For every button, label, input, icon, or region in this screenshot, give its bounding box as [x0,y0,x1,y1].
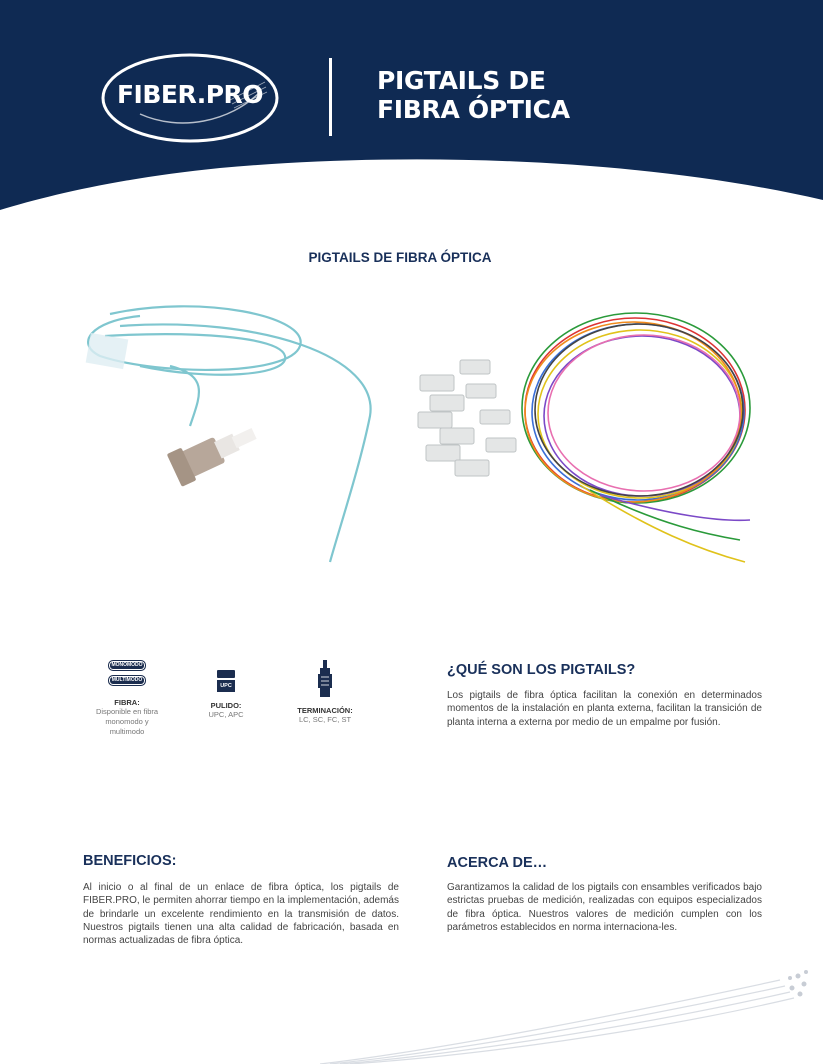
title-line-2: FIBRA ÓPTICA [377,95,570,124]
spec-fiber-value-line-2: monomodo y [105,717,149,726]
section-beneficios [83,853,399,947]
page-title [377,66,570,124]
spec-polish-label: PULIDO: [210,701,242,710]
section-subtitle: PIGTAILS DE FIBRA ÓPTICA [308,250,492,265]
monomodo-badge: MONOMODO [108,660,146,671]
upc-polish-icon: UPC [217,670,235,692]
section-beneficios-body: Al inicio o al final de un enlace de fibra óptica, los pigtails de FIBER.PRO, le permiten ahorrar tiempo en la implementación, además de brindarle un excelente rendimiento en la transmisión de datos. Nuestros pigtails tienen una alta calidad de fabricación, basada en normas actualizadas de fibra óptica. [83,882,399,947]
spec-fiber-value-line-3: multimodo [109,727,145,736]
section-acerca [447,855,762,934]
fiberpro-logo [100,52,280,144]
spec-fiber-value-line-1: Disponible en fibra [95,707,159,716]
section-que-son-heading: ¿QUÉ SON LOS PIGTAILS? [447,662,636,678]
logo-text: FIBER.PRO [116,80,264,109]
header-divider [329,58,332,136]
header-banner [0,0,823,215]
spec-fiber-value [92,707,162,737]
section-acerca-heading: ACERCA DE… [447,855,548,871]
spec-termination-value: LC, SC, FC, ST [298,715,352,724]
title-line-1: PIGTAILS DE [377,66,546,95]
multimodo-badge: MULTIMODO [108,675,146,686]
pigtail-bundle-image [400,300,780,580]
spec-fiber [92,660,162,737]
spec-termination-label: TERMINACIÓN: [297,706,353,715]
spec-polish-value: UPC, APC [208,710,244,719]
section-que-son-body: Los pigtails de fibra óptica facilitan la conexión en determinados momentos de la instalación en planta externa, facilitan la transición de planta interna a externa por medio de un empalme por fusión. [447,690,762,728]
connector-icon [316,660,334,700]
spec-termination [292,660,358,725]
decorative-fiber-wire [320,940,823,1064]
spec-polish [196,660,256,720]
spec-fiber-label: FIBRA: [114,698,140,707]
section-que-son [447,662,762,729]
section-beneficios-heading: BENEFICIOS: [83,853,177,869]
section-acerca-body: Garantizamos la calidad de los pigtails con ensambles verificados bajo estrictas pruebas de medición, realizadas con equipos especializados de fibra óptica. Nuestros valores de medición cumplen con los parámetros establecidos en norma internaciona-les. [447,882,762,933]
single-pigtail-image [80,296,400,576]
